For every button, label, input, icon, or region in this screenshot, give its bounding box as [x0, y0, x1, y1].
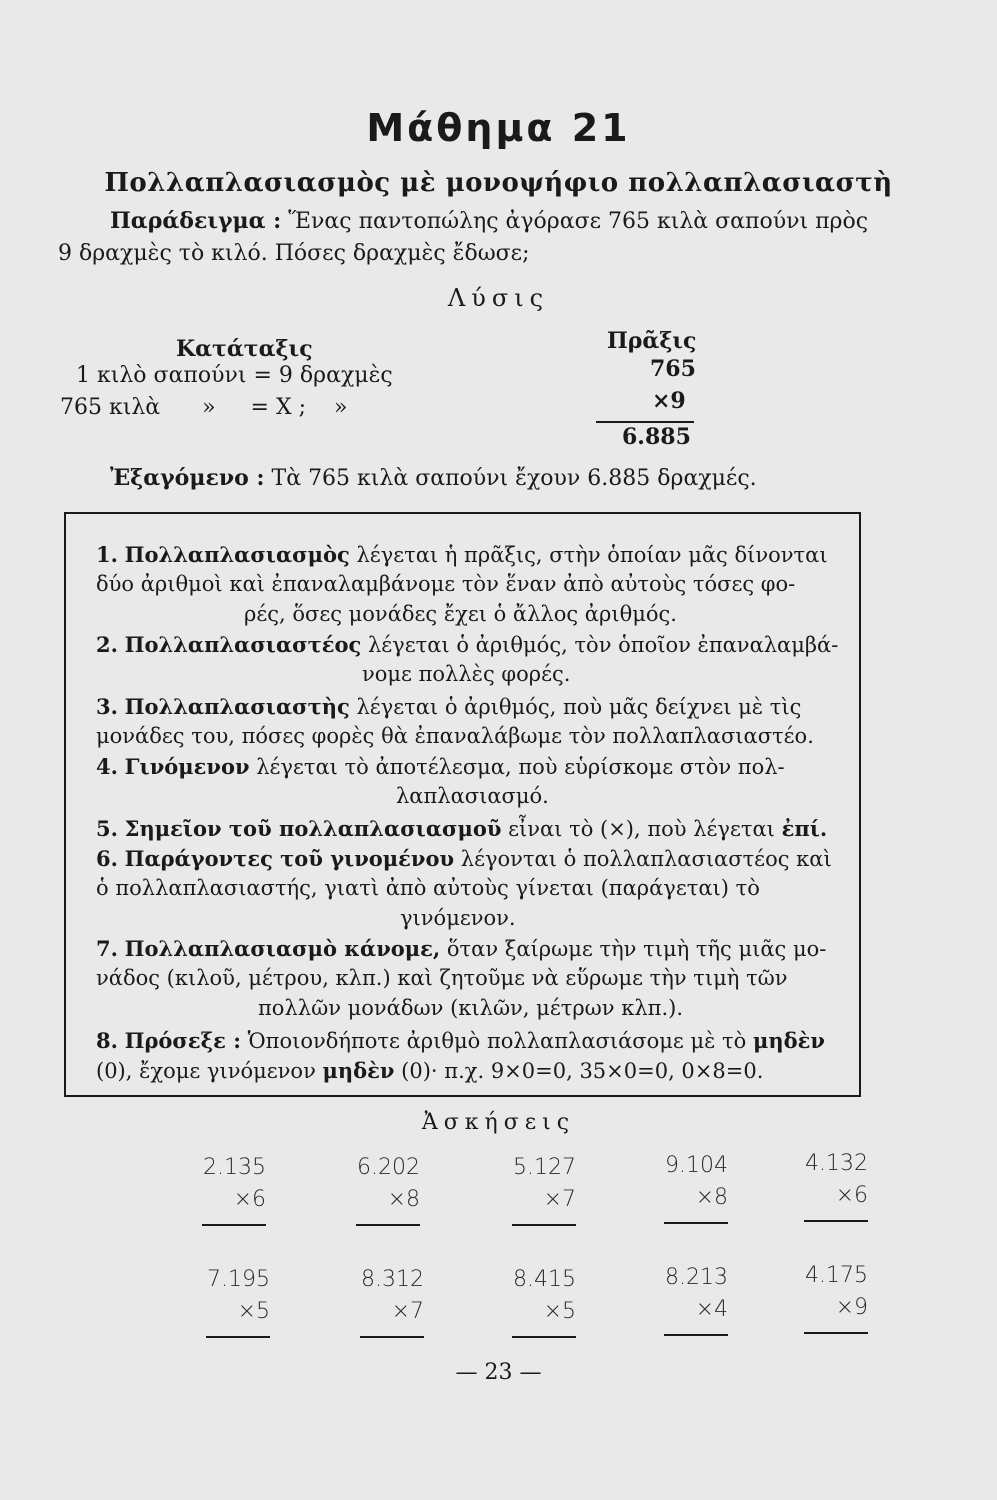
solution-heading: Λύσις: [447, 284, 550, 312]
page-number: — 23 —: [455, 1360, 542, 1385]
operation-product: 6.885: [622, 424, 691, 450]
definition-text: λέγονται ὁ πολλαπλασιαστέος καὶ: [454, 847, 832, 871]
exercise-rule: [664, 1334, 728, 1336]
definitions-box: [64, 512, 861, 1097]
definition-term: Πολλαπλασιαστὴς: [124, 694, 350, 719]
example-text-1: Ἕνας παντοπώλης ἀγόρασε 765 κιλὰ σαπούνι πρὸς: [281, 209, 869, 234]
definition-number: 5.: [96, 816, 118, 841]
definition-7-line-a: [96, 936, 826, 961]
definition-6-line-c: γινόμενον.: [400, 906, 516, 930]
exercise: [180, 1264, 270, 1338]
operation-rule: [596, 421, 694, 423]
definition-text: λέγεται ὁ ἀριθμός, τὸν ὁποῖον ἐπαναλαμβά-: [361, 633, 839, 657]
definition-5-line-a: [96, 816, 827, 841]
definition-bold-word: ἐπί.: [781, 816, 828, 841]
definition-text: λέγεται τὸ ἀποτέλεσμα, ποὺ εὑρίσκομε στὸν πολ-: [249, 755, 785, 779]
operation-multiplier: ×9: [652, 388, 686, 414]
definition-term: Σημεῖον τοῦ πολλαπλασιασμοῦ: [124, 816, 502, 841]
definition-number: 7.: [96, 936, 118, 961]
exercise-multiplier: ×4: [695, 1297, 728, 1322]
lesson-subtitle: Πολλαπλασιασμὸς μὲ μονοψήφιο πολλαπλασιαστὴ: [104, 168, 893, 198]
exercise-multiplier: ×7: [543, 1187, 576, 1212]
exercise-rule: [664, 1222, 728, 1224]
definition-1-line-a: [96, 542, 828, 567]
exercise-multiplier: ×8: [387, 1187, 420, 1212]
definition-4-line-a: [96, 754, 785, 779]
definition-text: εἶναι τὸ (×), ποὺ λέγεται: [501, 817, 782, 841]
exercise-multiplier: ×9: [835, 1295, 868, 1320]
definition-6-line-a: [96, 846, 832, 871]
exercise-rule: [356, 1224, 420, 1226]
definition-bold-word: μηδὲν: [752, 1028, 825, 1053]
definition-8-line-b: [96, 1058, 763, 1083]
exercise: [486, 1264, 576, 1338]
result-text: Τὰ 765 κιλὰ σαπούνι ἔχουν 6.885 δραχμές.: [264, 466, 757, 491]
exercise-rule: [202, 1224, 266, 1226]
exercise: [638, 1262, 728, 1336]
operation-heading: Πρᾶξις: [607, 328, 697, 354]
exercise-multiplicand: 9.104: [665, 1153, 728, 1178]
definition-term: Πολλαπλασιασμὸς: [124, 542, 350, 567]
definition-2-line-b: νομε πολλὲς φορές.: [362, 662, 571, 686]
definition-text: ὅταν ξαίρωμε τὴν τιμὴ τῆς μιᾶς μο-: [440, 937, 827, 961]
definition-number: 1.: [96, 542, 118, 567]
example-line-1: [110, 208, 868, 234]
definition-number: 3.: [96, 694, 118, 719]
exercise: [330, 1152, 420, 1226]
exercise-multiplicand: 6.202: [357, 1155, 420, 1180]
exercise-rule: [206, 1336, 270, 1338]
definition-2-line-a: [96, 632, 838, 657]
exercise-multiplicand: 5.127: [513, 1155, 576, 1180]
exercise: [176, 1152, 266, 1226]
exercise: [334, 1264, 424, 1338]
definition-text: (0)· π.χ. 9×0=0, 35×0=0, 0×8=0.: [394, 1059, 764, 1083]
result-label: Ἐξαγόμενο :: [110, 465, 265, 491]
definition-text: (0), ἔχομε γινόμενον: [96, 1059, 323, 1083]
exercise-multiplicand: 4.175: [805, 1263, 868, 1288]
exercise-rule: [804, 1332, 868, 1334]
definition-1-line-b: δύο ἀριθμοὶ καὶ ἐπαναλαμβάνομε τὸν ἕναν ἀπὸ αὐτοὺς τόσες φο-: [96, 572, 796, 596]
definition-term: Πολλαπλασιασμὸ κάνομε,: [124, 936, 441, 961]
definition-number: 8.: [96, 1028, 118, 1053]
exercise-rule: [360, 1336, 424, 1338]
exercise: [778, 1148, 868, 1222]
exercise: [638, 1150, 728, 1224]
exercise-multiplier: ×5: [543, 1299, 576, 1324]
definition-text: λέγεται ἡ πρᾶξις, στὴν ὁποίαν μᾶς δίνονται: [349, 543, 828, 567]
definition-1-line-c: ρές, ὅσες μονάδες ἔχει ὁ ἄλλος ἀριθμός.: [244, 602, 677, 626]
exercise-multiplier: ×7: [391, 1299, 424, 1324]
definition-7-line-c: πολλῶν μονάδων (κιλῶν, μέτρων κλπ.).: [258, 996, 684, 1020]
definition-6-line-b: ὁ πολλαπλασιαστής, γιατὶ ἀπὸ αὐτοὺς γίνεται (παράγεται) τὸ: [96, 876, 760, 900]
definition-term: Γινόμενον: [124, 754, 250, 779]
exercises-heading: Ἀσκήσεις: [421, 1110, 576, 1135]
definition-3-line-b: μονάδες του, πόσες φορὲς θὰ ἐπαναλάβωμε τὸν πολλαπλασιαστέο.: [96, 724, 814, 748]
definition-text: λέγεται ὁ ἀριθμός, ποὺ μᾶς δείχνει μὲ τὶς: [349, 695, 802, 719]
definition-term: Παράγοντες τοῦ γινομένου: [124, 846, 455, 871]
exercise: [778, 1260, 868, 1334]
example-line-2: 9 δραχμὲς τὸ κιλό. Πόσες δραχμὲς ἔδωσε;: [58, 241, 530, 266]
exercise-multiplicand: 7.195: [207, 1267, 270, 1292]
lesson-title: Μάθημα 21: [366, 106, 631, 150]
definition-text: Ὁποιονδήποτε ἀριθμὸ πολλαπλασιάσομε μὲ τὸ: [240, 1029, 753, 1053]
exercise-multiplier: ×5: [237, 1299, 270, 1324]
definition-term: Πολλαπλασιαστέος: [124, 632, 362, 657]
definition-4-line-b: λαπλασιασμό.: [396, 784, 549, 808]
exercise-multiplicand: 8.312: [361, 1267, 424, 1292]
exercise-multiplier: ×8: [695, 1185, 728, 1210]
exercise-multiplier: ×6: [835, 1183, 868, 1208]
operation-multiplicand: 765: [650, 356, 696, 382]
exercise: [486, 1152, 576, 1226]
arrangement-row-1: 1 κιλὸ σαπούνι = 9 δραχμὲς: [76, 363, 393, 388]
definition-7-line-b: νάδος (κιλοῦ, μέτρου, κλπ.) καὶ ζητοῦμε νὰ εὕρωμε τὴν τιμὴ τῶν: [96, 966, 788, 990]
arrangement-row-2: 765 κιλὰ » = Χ ; »: [60, 395, 348, 420]
exercise-multiplier: ×6: [233, 1187, 266, 1212]
definition-number: 4.: [96, 754, 118, 779]
definition-8-line-a: [96, 1028, 825, 1053]
result-line: [110, 465, 757, 491]
definition-number: 6.: [96, 846, 118, 871]
exercise-rule: [804, 1220, 868, 1222]
exercise-multiplicand: 2.135: [203, 1155, 266, 1180]
exercise-rule: [512, 1224, 576, 1226]
exercise-multiplicand: 8.415: [513, 1267, 576, 1292]
arrangement-heading: Κατάταξις: [176, 336, 313, 362]
exercise-multiplicand: 4.132: [805, 1151, 868, 1176]
exercise-rule: [512, 1336, 576, 1338]
definition-term: Πρόσεξε :: [124, 1028, 241, 1053]
exercise-multiplicand: 8.213: [665, 1265, 728, 1290]
example-label: Παράδειγμα :: [110, 208, 282, 234]
definition-3-line-a: [96, 694, 801, 719]
definition-number: 2.: [96, 632, 118, 657]
definition-bold-word: μηδὲν: [322, 1058, 395, 1083]
